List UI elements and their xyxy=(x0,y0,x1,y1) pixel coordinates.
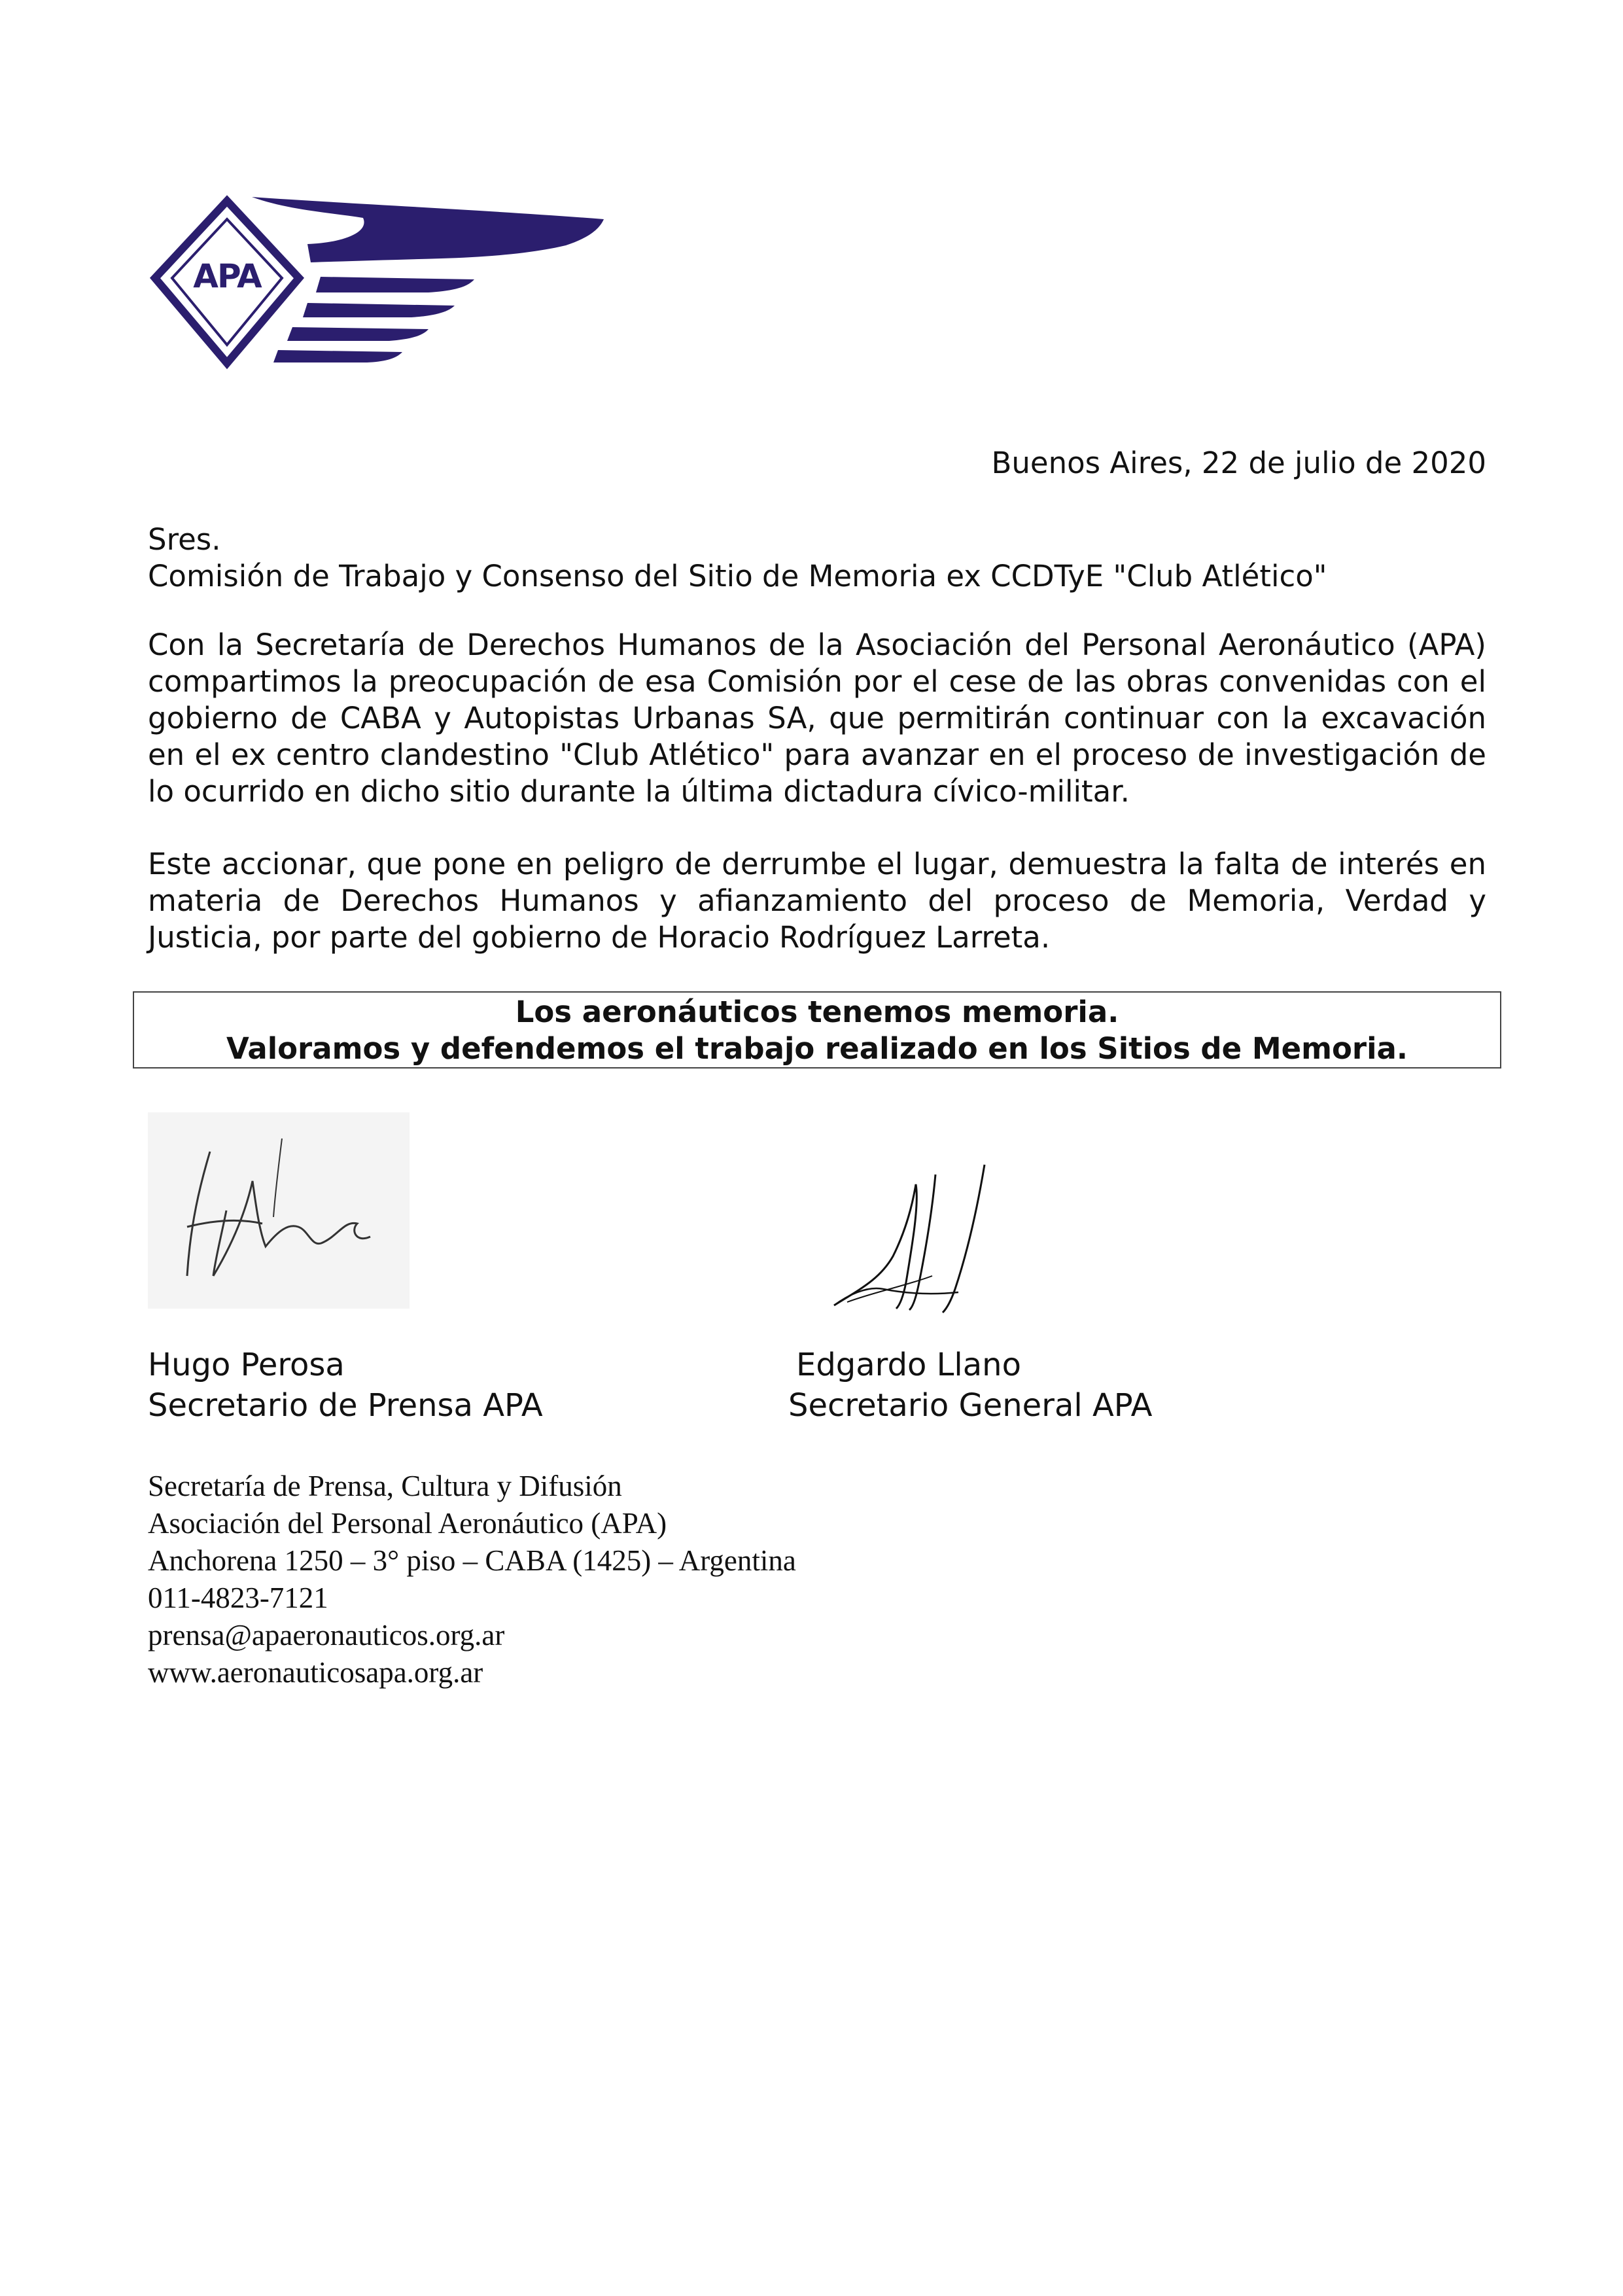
footer-email[interactable]: prensa@apaeronauticos.org.ar xyxy=(148,1619,505,1651)
motto-line: Valoramos y defendemos el trabajo realizado en los Sitios de Memoria. xyxy=(226,1031,1408,1066)
footer-phone: 011-4823-7121 xyxy=(148,1581,328,1614)
contact-footer xyxy=(148,1468,796,1691)
signatory-block xyxy=(788,1345,1153,1426)
recipient-block xyxy=(148,521,1486,595)
signatory-title: Secretario General APA xyxy=(788,1387,1153,1424)
salutation: Sres. xyxy=(148,522,221,557)
apa-logo xyxy=(147,193,605,370)
signatory-title: Secretario de Prensa APA xyxy=(148,1387,543,1424)
signature-edgardo-llano xyxy=(821,1158,1017,1322)
addressee: Comisión de Trabajo y Consenso del Sitio de Memoria ex CCDTyE "Club Atlético" xyxy=(148,559,1327,593)
apa-logo-text: APA xyxy=(193,257,261,295)
signatory-name: Edgardo Llano xyxy=(796,1347,1021,1383)
motto-line: Los aeronáuticos tenemos memoria. xyxy=(515,995,1119,1029)
footer-website[interactable]: www.aeronauticosapa.org.ar xyxy=(148,1656,483,1689)
signatory-name: Hugo Perosa xyxy=(148,1347,345,1383)
footer-address: Anchorena 1250 – 3° piso – CABA (1425) – Argentina xyxy=(148,1544,796,1577)
letter-date: Buenos Aires, 22 de julio de 2020 xyxy=(991,446,1486,480)
footer-department: Secretaría de Prensa, Cultura y Difusión xyxy=(148,1470,622,1502)
body-paragraph: Este accionar, que pone en peligro de derrumbe el lugar, demuestra la falta de interés en materia de Derechos Humanos y afianzamiento del proceso de Memoria, Verdad y Justicia, por parte del gobierno de Horacio Rodríguez Larreta. xyxy=(148,847,1486,955)
footer-organization: Asociación del Personal Aeronáutico (APA) xyxy=(148,1507,667,1540)
body-paragraph: Con la Secretaría de Derechos Humanos de la Asociación del Personal Aeronáutico (APA) compartimos la preocupación de esa Comisión por el cese de las obras convenidas con el gobierno de CABA y Autopistas Urbanas SA, que permitirán continuar con la excavación en el ex centro clandestino "Club Atlético" para avanzar en el proceso de investigación de lo ocurrido en dicho sitio durante la última dictadura cívico-militar. xyxy=(148,627,1486,809)
signature-hugo-perosa xyxy=(148,1112,410,1309)
motto-box xyxy=(133,991,1501,1069)
signatory-block xyxy=(148,1345,543,1426)
